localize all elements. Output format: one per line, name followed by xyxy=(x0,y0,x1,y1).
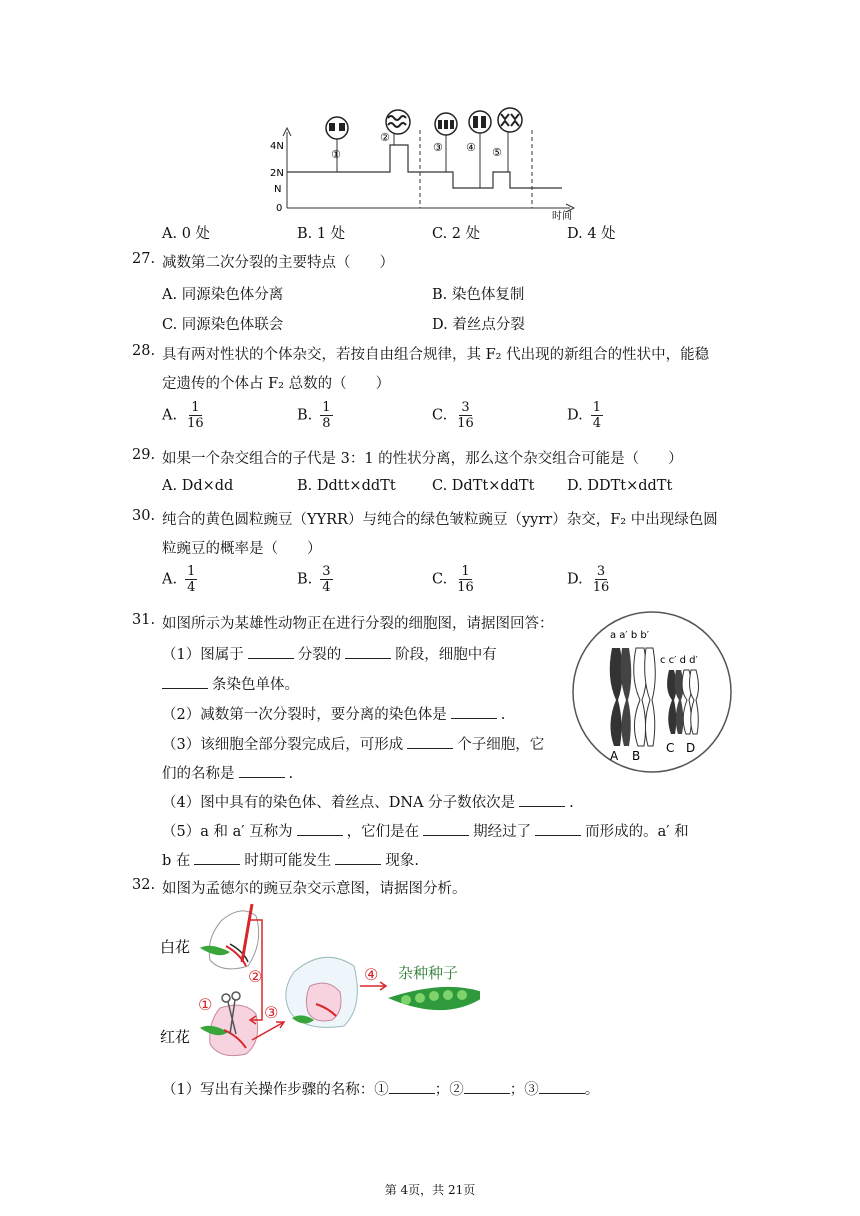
q27-option-b[interactable] xyxy=(432,283,524,304)
y-label-4n: 4N xyxy=(270,141,284,152)
fraction xyxy=(591,400,603,431)
x-axis-label: 时间 xyxy=(552,211,572,220)
q27-option-d[interactable] xyxy=(432,313,525,334)
q31-part2 xyxy=(162,703,505,724)
pea-cross-diagram xyxy=(160,900,480,1065)
denominator: 16 xyxy=(457,416,474,431)
q28-option-a[interactable] xyxy=(162,400,206,431)
text: . xyxy=(569,795,574,811)
text: 期经过了 xyxy=(473,824,532,840)
option-letter: C. xyxy=(432,407,448,424)
step-3-marker: ③ xyxy=(264,1003,279,1022)
q32-number: 32. xyxy=(132,877,156,893)
option-letter: D. xyxy=(567,478,583,494)
text: 现象. xyxy=(385,853,420,869)
answer-blank[interactable] xyxy=(451,706,497,719)
answer-blank[interactable] xyxy=(194,852,240,865)
step-4-marker: ④ xyxy=(364,965,379,984)
option-letter: D. xyxy=(432,317,448,333)
denominator: 8 xyxy=(322,416,331,431)
answer-blank[interactable] xyxy=(519,794,565,807)
y-label-2n: 2N xyxy=(270,168,284,179)
text: （5）a 和 a′ 互称为 xyxy=(162,824,293,840)
y-label-0: 0 xyxy=(276,203,283,214)
option-text: 同源染色体分离 xyxy=(181,287,284,303)
denominator: 4 xyxy=(322,580,331,595)
denominator: 16 xyxy=(592,580,610,595)
q26-option-b[interactable] xyxy=(297,222,345,243)
label-hybrid-seeds: 杂种种子 xyxy=(398,964,459,982)
answer-blank[interactable] xyxy=(539,1081,585,1094)
marker-5: ⑤ xyxy=(492,146,502,159)
q31-part3-line2 xyxy=(162,762,293,783)
q27-option-c[interactable] xyxy=(162,313,283,334)
fraction xyxy=(185,564,197,595)
q28-stem-line1: 具有两对性状的个体杂交，若按自由组合规律，其 F₂ 代出现的新组合的性状中，能稳 xyxy=(162,347,710,363)
q26-option-c[interactable] xyxy=(432,222,480,243)
text: . xyxy=(288,766,294,782)
denominator: 16 xyxy=(457,580,474,595)
q30-option-c[interactable] xyxy=(432,564,476,595)
numerator: 1 xyxy=(322,400,331,415)
bagged-flower xyxy=(286,957,357,1027)
numerator: 1 xyxy=(461,564,470,579)
q30-stem-line1: 纯合的黄色圆粒豌豆（YYRR）与纯合的绿色皱粒豌豆（yyrr）杂交，F₂ 中出现绿色圆 xyxy=(162,512,718,528)
option-text: 4 处 xyxy=(587,226,616,242)
option-letter: B. xyxy=(297,478,313,494)
q30-stem-line2: 粒豌豆的概率是（ ） xyxy=(162,541,322,557)
cell-icon-1 xyxy=(326,117,348,139)
answer-blank[interactable] xyxy=(407,736,453,749)
option-text: 1 处 xyxy=(316,226,346,242)
option-text: 2 处 xyxy=(451,226,481,242)
option-letter: D. xyxy=(567,226,583,242)
q26-option-a[interactable] xyxy=(162,222,210,243)
q31-part5-line2 xyxy=(162,849,419,870)
text: 个子细胞，它 xyxy=(457,737,545,753)
answer-blank[interactable] xyxy=(535,823,581,836)
q28-number: 28. xyxy=(132,343,156,359)
answer-blank[interactable] xyxy=(248,646,294,659)
text: ；② xyxy=(434,1082,464,1098)
answer-blank[interactable] xyxy=(464,1081,510,1094)
option-text: Dd×dd xyxy=(181,478,234,494)
option-text: DDTt×ddTt xyxy=(587,478,673,494)
marker-1: ① xyxy=(331,148,341,161)
q27-stem: 减数第二次分裂的主要特点（ ） xyxy=(162,255,394,271)
fraction xyxy=(320,564,332,595)
q27-option-a[interactable] xyxy=(162,283,283,304)
q29-option-d[interactable] xyxy=(567,478,672,494)
option-letter: A. xyxy=(162,571,178,588)
text: （3）该细胞全部分裂完成后，可形成 xyxy=(162,737,404,753)
text: 条染色单体。 xyxy=(212,677,299,693)
text: b 在 xyxy=(162,853,191,869)
q26-option-d[interactable] xyxy=(567,222,616,243)
option-text: DdTt×ddTt xyxy=(451,478,535,494)
numerator: 1 xyxy=(187,564,196,579)
q31-number: 31. xyxy=(132,612,156,628)
q32-stem: 如图为孟德尔的豌豆杂交示意图，请据图分析。 xyxy=(162,881,467,897)
option-letter: D. xyxy=(567,407,583,424)
option-letter: A. xyxy=(162,226,178,242)
answer-blank[interactable] xyxy=(345,646,391,659)
q29-stem: 如果一个杂交组合的子代是 3：1 的性状分离，那么这个杂交组合可能是（ ） xyxy=(162,451,683,467)
cell-division-diagram xyxy=(570,610,734,776)
text: 。 xyxy=(584,1082,600,1098)
cell-top-label-cd: c c′ d d′ xyxy=(660,655,698,666)
text: ；③ xyxy=(509,1082,539,1098)
q28-option-d[interactable] xyxy=(567,400,603,431)
option-letter: A. xyxy=(162,287,178,303)
option-text: 0 处 xyxy=(181,226,211,242)
text: 阶段，细胞中有 xyxy=(395,647,497,663)
q32-part1 xyxy=(162,1078,599,1099)
text: ，它们是在 xyxy=(346,824,420,840)
q30-option-b[interactable] xyxy=(297,564,333,595)
cell-label-d: D xyxy=(686,741,696,755)
numerator: 3 xyxy=(461,400,470,415)
answer-blank[interactable] xyxy=(423,823,469,836)
text: （2）减数第一次分裂时，要分离的染色体是 xyxy=(162,707,447,723)
q29-number: 29. xyxy=(132,447,156,463)
pea-pod xyxy=(388,987,480,1010)
text: 而形成的。a′ 和 xyxy=(585,824,689,840)
q31-part1-line2 xyxy=(162,673,299,694)
text: （1）写出有关操作步骤的名称：① xyxy=(162,1082,389,1098)
numerator: 1 xyxy=(191,400,200,415)
step-2-marker: ② xyxy=(248,967,263,986)
numerator: 1 xyxy=(592,400,601,415)
option-letter: B. xyxy=(432,287,448,303)
numerator: 3 xyxy=(322,564,331,579)
option-letter: D. xyxy=(567,571,583,588)
chromosome-number-graph xyxy=(270,100,590,220)
option-letter: C. xyxy=(432,226,448,242)
denominator: 4 xyxy=(592,416,601,431)
cell-label-c: C xyxy=(666,741,675,755)
option-text: 染色体复制 xyxy=(451,287,525,303)
answer-blank[interactable] xyxy=(297,823,343,836)
q27-number: 27. xyxy=(132,251,156,267)
q28-option-c[interactable] xyxy=(432,400,476,431)
answer-blank[interactable] xyxy=(389,1081,435,1094)
text: （4）图中具有的染色体、着丝点、DNA 分子数依次是 xyxy=(162,795,516,811)
fraction xyxy=(185,400,206,431)
cell-top-label-ab: a a′ b b′ xyxy=(610,630,650,641)
text: 时期可能发生 xyxy=(244,853,332,869)
q31-part3-line1 xyxy=(162,733,544,754)
option-letter: A. xyxy=(162,407,178,424)
cell-icon-3 xyxy=(435,113,457,135)
option-letter: A. xyxy=(162,478,178,494)
fraction xyxy=(591,564,612,595)
q30-option-d[interactable] xyxy=(567,564,611,595)
q29-option-b[interactable] xyxy=(297,478,396,494)
page-footer: 第 4页，共 21页 xyxy=(384,1183,476,1197)
cell-label-a: A xyxy=(610,749,619,763)
q31-part5-line1 xyxy=(162,820,689,841)
fraction xyxy=(455,400,476,431)
cell-label-b: B xyxy=(632,749,641,763)
marker-4: ④ xyxy=(466,141,476,154)
q29-option-a[interactable] xyxy=(162,478,233,494)
q29-option-c[interactable] xyxy=(432,478,534,494)
cell-icon-4 xyxy=(469,111,491,133)
text: （1）图属于 xyxy=(162,647,244,663)
q28-stem-line2: 定遗传的个体占 F₂ 总数的（ ） xyxy=(162,376,391,392)
label-red-flower: 红花 xyxy=(160,1028,191,1046)
text: 分裂的 xyxy=(297,647,342,663)
option-text: Ddtt×ddTt xyxy=(316,478,396,494)
answer-blank[interactable] xyxy=(162,676,208,689)
option-letter: C. xyxy=(432,478,448,494)
marker-3: ③ xyxy=(433,141,443,154)
q31-stem: 如图所示为某雄性动物正在进行分裂的细胞图，请据图回答： xyxy=(162,616,554,632)
option-letter: B. xyxy=(297,571,313,588)
option-letter: C. xyxy=(162,317,178,333)
marker-2: ② xyxy=(380,131,390,144)
text: . xyxy=(500,707,506,723)
answer-blank[interactable] xyxy=(335,852,381,865)
option-text: 着丝点分裂 xyxy=(452,317,525,333)
option-text: 同源染色体联会 xyxy=(181,317,284,333)
y-label-n: N xyxy=(274,184,282,195)
q31-part1-line1 xyxy=(162,643,497,664)
q30-option-a[interactable] xyxy=(162,564,197,595)
text: 们的名称是 xyxy=(162,766,235,782)
q28-option-b[interactable] xyxy=(297,400,333,431)
option-letter: B. xyxy=(297,407,313,424)
q31-part4 xyxy=(162,791,574,812)
fraction xyxy=(455,564,476,595)
cell-icon-5 xyxy=(498,108,522,132)
step-1-marker: ① xyxy=(198,995,213,1014)
answer-blank[interactable] xyxy=(239,765,285,778)
denominator: 4 xyxy=(187,580,196,595)
q30-number: 30. xyxy=(132,508,156,524)
fraction xyxy=(320,400,332,431)
label-white-flower: 白花 xyxy=(160,938,191,956)
numerator: 3 xyxy=(596,564,606,579)
option-letter: C. xyxy=(432,571,448,588)
option-letter: B. xyxy=(297,226,313,242)
denominator: 16 xyxy=(187,416,204,431)
